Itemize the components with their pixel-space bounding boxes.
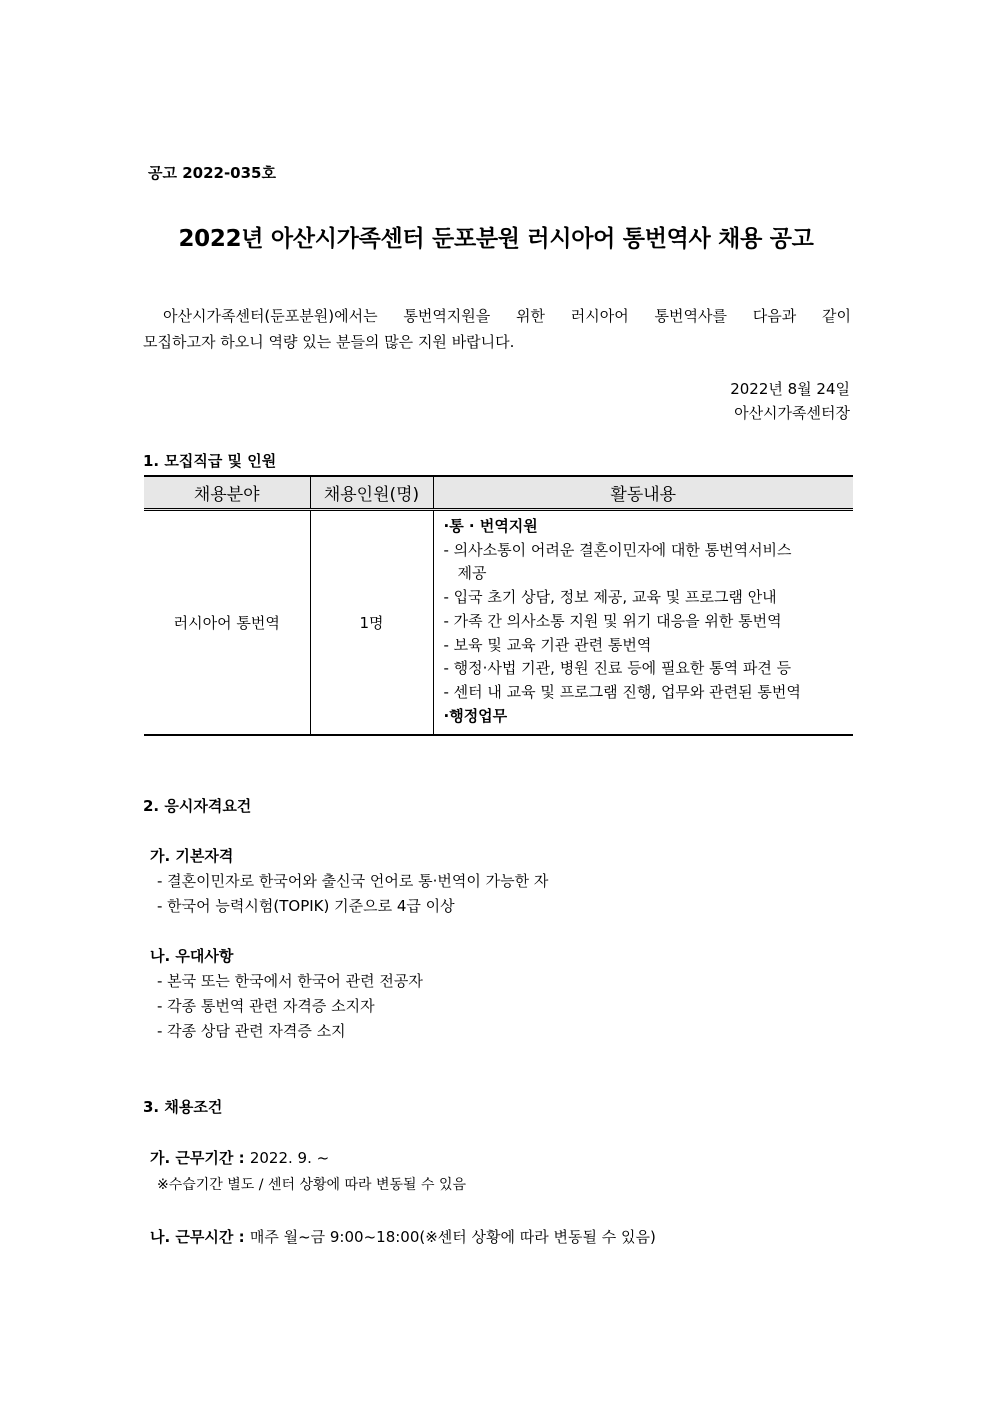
activity-item: 제공 (457, 564, 487, 583)
table-row (144, 510, 853, 736)
activity-item: - 보육 및 교육 기관 관련 통번역 (443, 635, 652, 654)
section2-heading: 2. 응시자격요건 (143, 797, 252, 815)
date-issuer-block (730, 377, 850, 425)
issuer: 아산시가족센터장 (734, 404, 850, 422)
work-period-label: 가. 근무기간 : (150, 1149, 245, 1167)
work-period-note: ※수습기간 별도 / 센터 상황에 따라 변동될 수 있음 (157, 1177, 467, 1193)
work-hours-label: 나. 근무시간 : (150, 1228, 245, 1246)
column-header: 채용분야 (144, 476, 310, 510)
list-item: - 결혼이민자로 한국어와 출신국 언어로 통·번역이 가능한 자 (157, 872, 549, 890)
recruitment-table (144, 475, 853, 736)
notice-date: 2022년 8월 24일 (730, 380, 850, 398)
list-item: - 각종 상담 관련 자격증 소지 (157, 1022, 346, 1040)
intro-paragraph (143, 303, 851, 355)
table-header-row (144, 476, 853, 510)
list-item: - 본국 또는 한국에서 한국어 관련 전공자 (157, 972, 423, 990)
list-item: - 한국어 능력시험(TOPIK) 기준으로 4급 이상 (157, 897, 455, 915)
notice-number: 공고 2022-035호 (148, 164, 276, 182)
preferred-title: 나. 우대사항 (150, 947, 234, 965)
section1-heading: 1. 모집직급 및 인원 (143, 452, 277, 470)
activity-heading: ·행정업무 (443, 706, 508, 725)
recruit-field: 러시아어 통번역 (144, 510, 310, 736)
intro-line-1: 아산시가족센터(둔포분원)에서는 통번역지원을 위한 러시아어 통번역사를 다음과 같이 (163, 307, 851, 325)
column-header: 활동내용 (433, 476, 853, 510)
work-hours (150, 1226, 656, 1247)
section3-heading: 3. 채용조건 (143, 1098, 223, 1116)
column-header: 채용인원(명) (310, 476, 433, 510)
work-period-value: 2022. 9. ~ (249, 1149, 330, 1167)
activity-heading: ·통 · 번역지원 (443, 517, 538, 535)
activity-item: - 가족 간 의사소통 지원 및 위기 대응을 위한 통번역 (443, 611, 782, 630)
intro-line-2: 모집하고자 하오니 역량 있는 분들의 많은 지원 바랍니다. (143, 333, 515, 351)
list-item: - 각종 통번역 관련 자격증 소지자 (157, 997, 375, 1015)
basic-qualification-title: 가. 기본자격 (150, 847, 234, 865)
activity-item: - 행정·사법 기관, 병원 진료 등에 필요한 통역 파견 등 (443, 659, 792, 678)
activity-item: - 의사소통이 어려운 결혼이민자에 대한 통번역서비스 (443, 540, 792, 559)
work-period (150, 1147, 329, 1168)
activity-list (433, 510, 853, 736)
work-hours-value: 매주 월~금 9:00~18:00(※센터 상황에 따라 변동될 수 있음) (249, 1228, 656, 1246)
page-title: 2022년 아산시가족센터 둔포분원 러시아어 통번역사 채용 공고 (178, 226, 814, 252)
activity-item: - 센터 내 교육 및 프로그램 진행, 업무와 관련된 통번역 (443, 682, 801, 701)
activity-item: - 입국 초기 상담, 정보 제공, 교육 및 프로그램 안내 (443, 588, 777, 607)
recruit-count: 1명 (310, 510, 433, 736)
